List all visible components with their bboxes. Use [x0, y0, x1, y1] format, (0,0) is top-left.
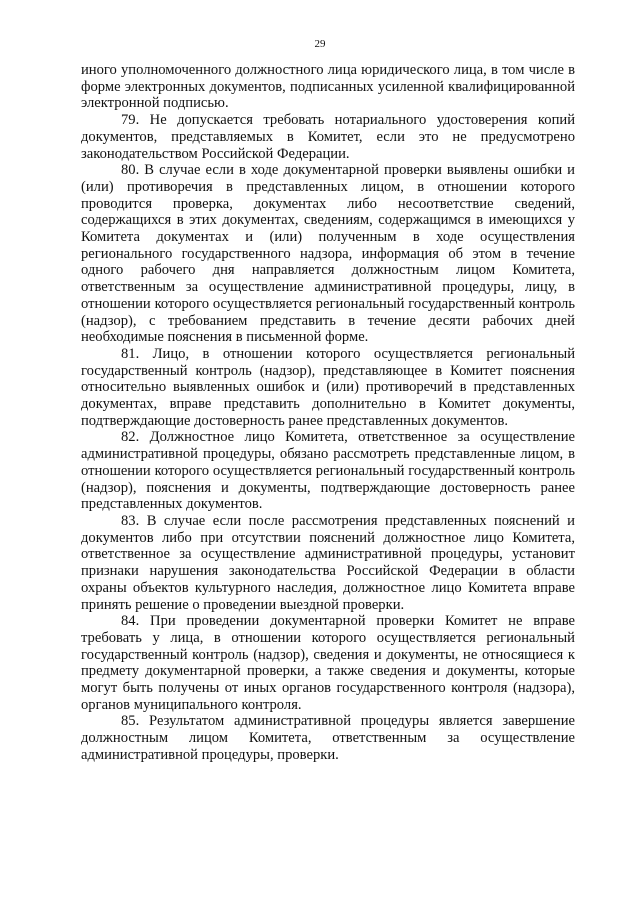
document-body: [81, 62, 575, 764]
paragraph-83: 83. В случае если после рассмотрения представленных пояснений и документов либо при отсутствии пояснений должностное лицо Комитета, ответственное за осуществление административной процедуры, установит признаки нарушения законодательства Российской Федерации в области охраны объектов культурного наследия, должностное лицо Комитета вправе принять решение о проведении выездной проверки.: [81, 512, 575, 613]
paragraph-85: 85. Результатом административной процедуры является завершение должностным лицом Комитета, ответственным за осуществление административной процедуры, проверки.: [81, 713, 575, 763]
paragraph-81: 81. Лицо, в отношении которого осуществляется региональный государственный контроль (надзор), представляющее в Комитет пояснения относительно выявленных ошибок и (или) противоречий в представленных документах, вправе представить дополнительно в Комитет документы, подтверждающие достоверность ранее представленных документов.: [81, 345, 575, 429]
page-number: 29: [314, 38, 326, 50]
paragraph-82: 82. Должностное лицо Комитета, ответственное за осуществление административной процедуры, обязано рассмотреть представленные лицом, в отношении которого осуществляется региональный государственный контроль (надзор), пояснения и документы, подтверждающие достоверность ранее представленных документов.: [81, 429, 575, 513]
paragraph-80: 80. В случае если в ходе документарной проверки выявлены ошибки и (или) противоречия в представленных лицом, в отношении которого проводится проверка, документах либо несоответствие сведений, содержащихся в этих документах, сведениям, содержащимся в имеющихся у Комитета документах и (или) полученным в ходе осуществления регионального государственного надзора, информация об этом в течение одного рабочего дня направляется должностным лицом Комитета, ответственным за осуществление административной процедуры, лицу, в отношении которого осуществляется региональный государственный контроль (надзор), с требованием представить в течение десяти рабочих дней необходимые пояснения в письменной форме.: [81, 162, 575, 346]
paragraph-continuation: иного уполномоченного должностного лица юридического лица, в том числе в форме электронных документов, подписанных усиленной квалифицированной электронной подписью.: [81, 62, 575, 112]
paragraph-79: 79. Не допускается требовать нотариального удостоверения копий документов, представляемых в Комитет, если это не предусмотрено законодательством Российской Федерации.: [81, 112, 575, 162]
paragraph-84: 84. При проведении документарной проверки Комитет не вправе требовать у лица, в отношении которого осуществляется региональный государственный контроль (надзор), сведения и документы, не относящиеся к предмету документарной проверки, а также сведения и документы, которые могут быть получены от иных органов государственного контроля (надзора), органов муниципального контроля.: [81, 613, 575, 713]
